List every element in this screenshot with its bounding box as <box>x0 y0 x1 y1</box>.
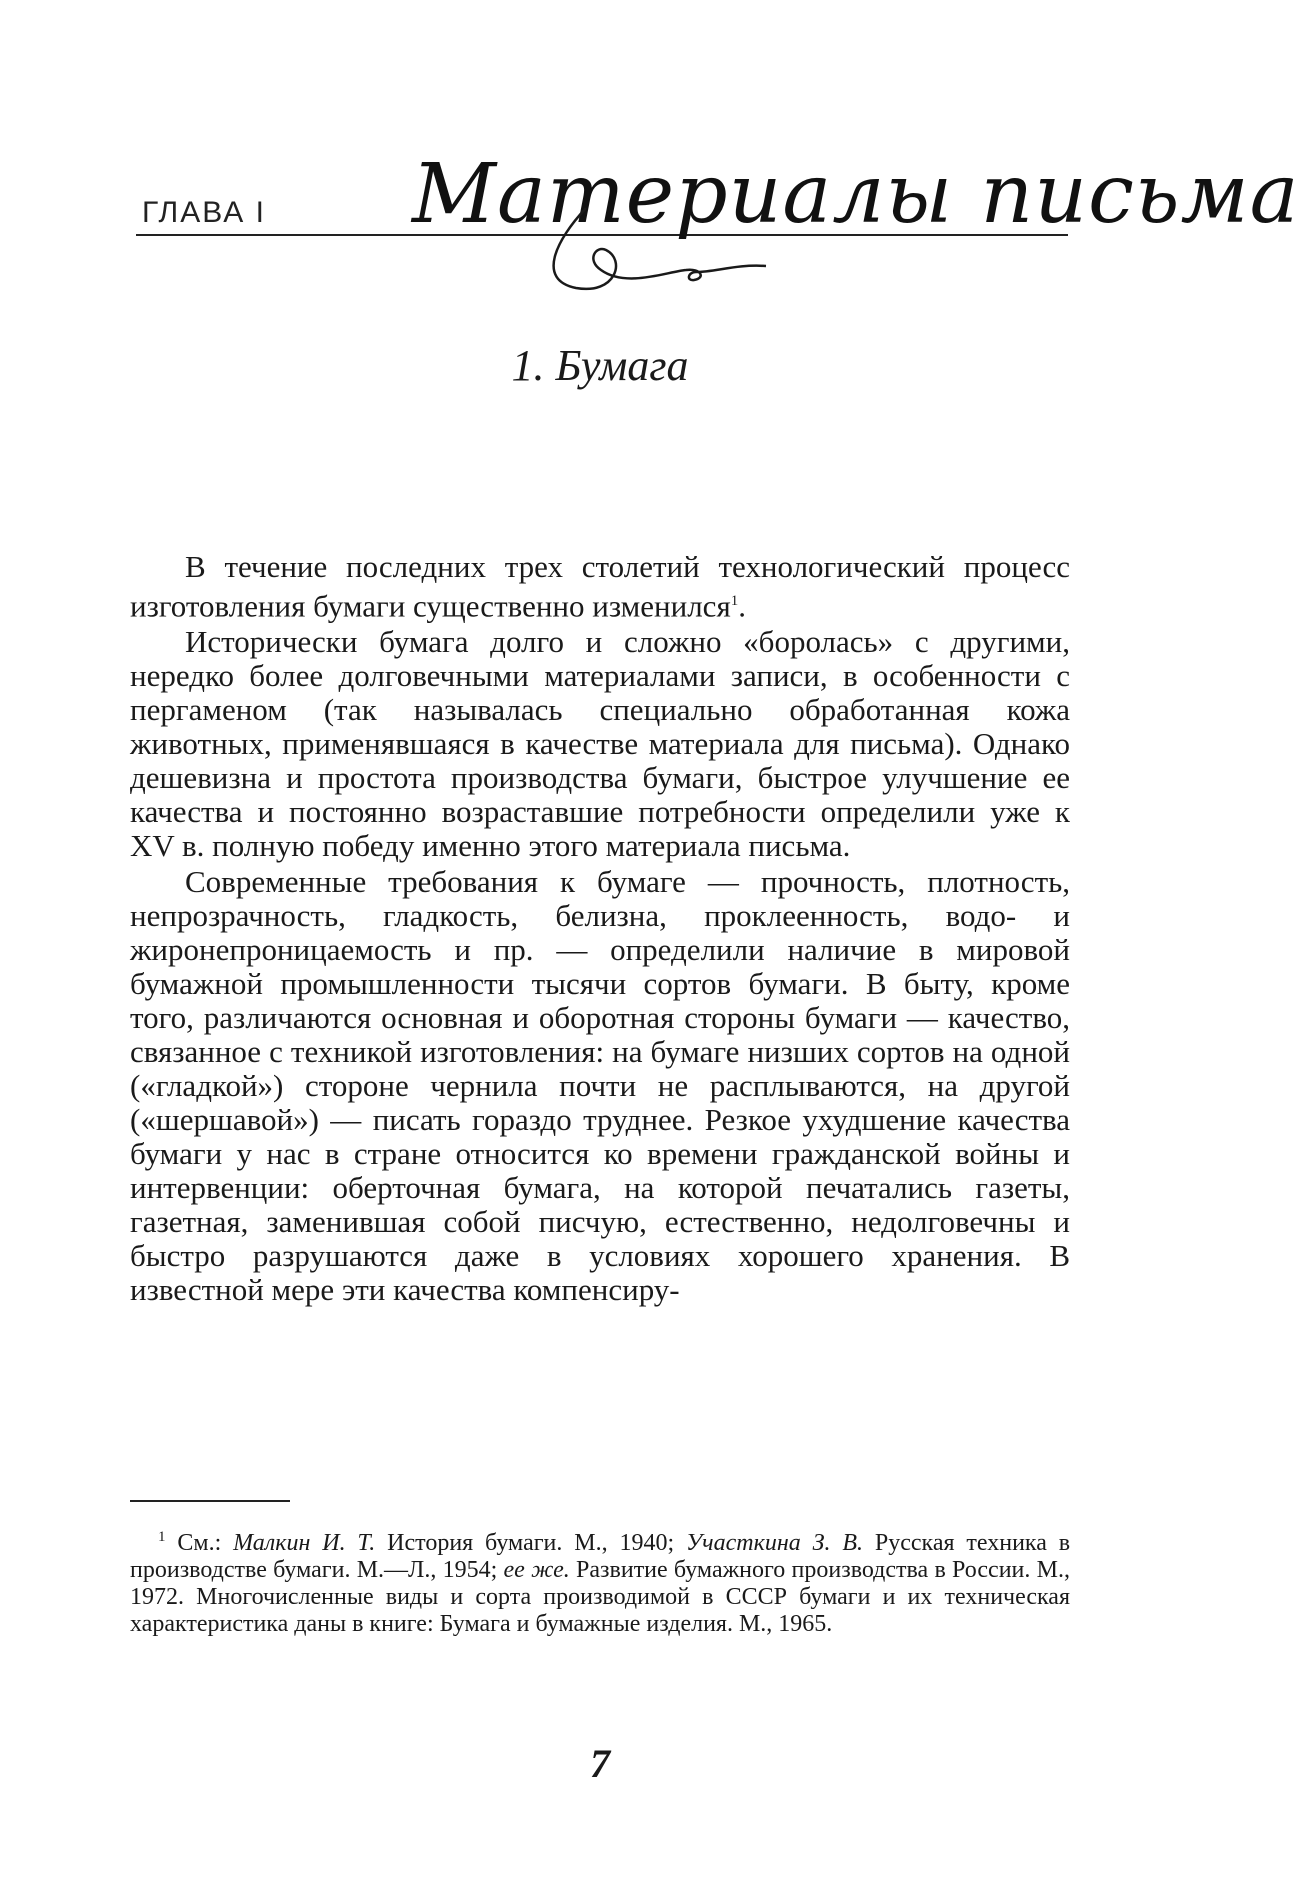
paragraph: Исторически бумага долго и сложно «боролась» с другими, нередко более долговечными материалами записи, в особенности с пергаменом (так называлась специально обработанная кожа животных, применявшаяся в качестве материала для письма). Однако дешевизна и простота производства бумаги, быстрое улучшение ее качества и постоянно возраставшие потребности определили уже к XV в. полную победу именно этого материала письма. <box>130 624 1070 864</box>
paragraph-text: В течение последних трех столетий технологический процесс изготовления бумаги существенно изменился <box>130 549 1070 624</box>
paragraph: Современные требования к бумаге — прочность, плотность, непрозрачность, гладкость, белизна, проклеенность, водо- и жиронепроницаемость и пр. — определили наличие в мировой бумажной промышленности тысячи сортов бумаги. В быту, кроме того, различаются основная и оборотная стороны бумаги — качество, связанное с техникой изготовления: на бумаге низших сортов на одной («гладкой») стороне чернила почти не расплываются, на другой («шершавой») — писать гораздо труднее. Резкое ухудшение качества бумаги у нас в стране относится ко времени гражданской войны и интервенции: оберточная бумага, на которой печатались газеты, газетная, заменившая собой писчую, естественно, недолговечны и быстро разрушаются даже в условиях хорошего хранения. В известной мере эти качества компенсиру- <box>130 864 1070 1308</box>
paragraph-end: . <box>738 588 746 624</box>
body-text <box>130 550 1070 1307</box>
footnote-author: ее же. <box>503 1557 570 1583</box>
footnote-text: История бумаги. М., 1940; <box>387 1530 675 1556</box>
footnote-rule <box>130 1500 290 1502</box>
page-number: 7 <box>590 1741 610 1786</box>
flourish-ornament <box>516 200 776 300</box>
footnote-text: Русская техника в производстве бумаги. М.—Л., 1954; <box>130 1530 1071 1583</box>
footnote <box>130 1524 1070 1638</box>
footnote-mark: 1 <box>158 1529 166 1545</box>
footnote-reference: 1 <box>730 593 739 609</box>
chapter-label: ГЛАВА I <box>142 196 266 229</box>
footnote-text: Развитие бумажного производства в России. М., 1972. Многочисленные виды и сорта производимой в СССР бумаги и их техническая характеристика даны в книге: Бумага и бумажные изделия. М., 1965. <box>130 1557 1070 1637</box>
footnote-author: Малкин И. Т. <box>233 1530 376 1556</box>
section-title: 1. Бумага <box>511 341 689 390</box>
paragraph <box>130 550 1070 623</box>
chapter-header <box>136 147 1299 300</box>
footnote-author: Участкина З. В. <box>686 1530 864 1556</box>
footnote-text: См.: <box>177 1530 222 1556</box>
chapter-title: Материалы письма <box>412 147 1299 242</box>
